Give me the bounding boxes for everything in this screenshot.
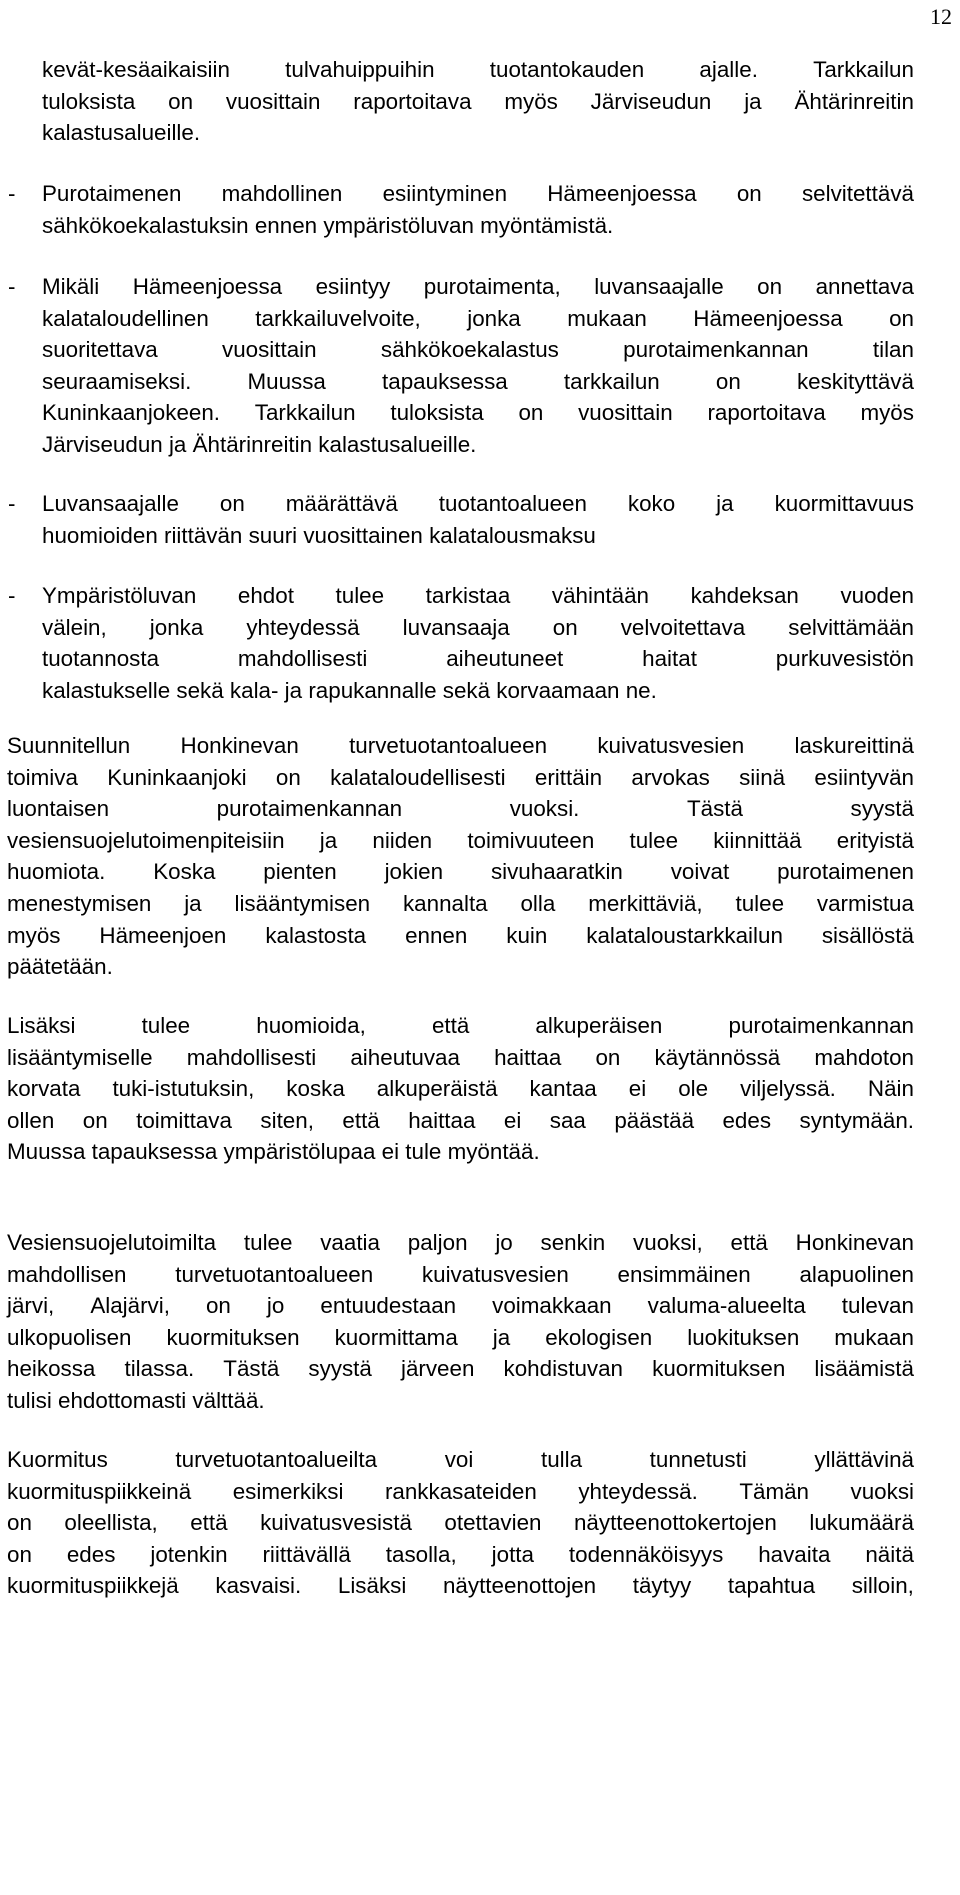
text-line: välein, jonka yhteydessä luvansaaja on velvoitettava selvittämään (42, 614, 914, 640)
text-line: vesiensuojelutoimenpiteisiin ja niiden toimivuuteen tulee kiinnittää erityistä (7, 827, 914, 853)
text-line: menestymisen ja lisääntymisen kannalta olla merkittäviä, tulee varmistua (7, 891, 914, 916)
text-line: Mikäli Hämeenjoessa esiintyy purotaimenta, luvansaajalle on annettava (42, 274, 914, 299)
text-line: on oleellista, että kuivatusvesistä otettavien näytteenottokertojen lukumäärä (7, 1510, 914, 1536)
bullet-dash: - (8, 181, 16, 206)
text-line: myös Hämeenjoen kalastosta ennen kuin kalataloustarkkailun sisällöstä (7, 922, 914, 948)
text-line: ollen on toimittava siten, että haittaa ei saa päästää edes syntymään. (7, 1107, 914, 1133)
text-line: kalastusalueille. (42, 120, 201, 146)
text-line: seuraamiseksi. Muussa tapauksessa tarkkailun on keskityttävä (42, 368, 914, 394)
text-line: Ympäristöluvan ehdot tulee tarkistaa vähintään kahdeksan vuoden (42, 583, 914, 608)
text-line: luontaisen purotaimenkannan vuoksi. Tästä syystä (7, 796, 914, 822)
text-line: Lisäksi tulee huomioida, että alkuperäisen purotaimenkannan (7, 1013, 914, 1038)
page-number: 12 (930, 4, 952, 29)
text-line: Vesiensuojelutoimilta tulee vaatia paljon jo senkin vuoksi, että Honkinevan (7, 1230, 914, 1255)
text-line: Luvansaajalle on määrättävä tuotantoalueen koko ja kuormittavuus (42, 491, 914, 516)
text-line: Suunnitellun Honkinevan turvetuotantoalueen kuivatusvesien laskureittinä (7, 733, 914, 758)
text-line: kuormituspiikkeinä esimerkiksi rankkasateiden yhteydessä. Tämän vuoksi (7, 1478, 914, 1504)
text-line: tuloksista on vuosittain raportoitava myös Järviseudun ja Ähtärinreitin (42, 88, 914, 114)
text-line: on edes jotenkin riittävällä tasolla, jotta todennäköisyys havaita näitä (7, 1541, 914, 1567)
text-line: kuormituspiikkejä kasvaisi. Lisäksi näytteenottojen täytyy tapahtua silloin, (7, 1573, 914, 1599)
text-line: kalastukselle sekä kala- ja rapukannalle sekä korvaamaan ne. (42, 677, 657, 703)
text-line: tulisi ehdottomasti välttää. (7, 1388, 265, 1413)
text-line: päätetään. (7, 954, 113, 980)
text-line: Muussa tapauksessa ympäristölupaa ei tule myöntää. (7, 1139, 540, 1165)
bullet-dash: - (8, 274, 16, 299)
text-line: heikossa tilassa. Tästä syystä järveen kohdistuvan kuormituksen lisäämistä (7, 1356, 914, 1382)
text-line: kalataloudellinen tarkkailuvelvoite, jonka mukaan Hämeenjoessa on (42, 305, 914, 331)
text-line: huomiota. Koska pienten jokien sivuhaaratkin voivat purotaimenen (7, 859, 914, 885)
text-line: kevät-kesäaikaisiin tulvahuippuihin tuotantokauden ajalle. Tarkkailun (42, 57, 914, 82)
bullet-dash: - (8, 491, 16, 516)
text-line: mahdollisen turvetuotantoalueen kuivatusvesien ensimmäinen alapuolinen (7, 1261, 914, 1287)
text-line: lisääntymiselle mahdollisesti aiheutuvaa haittaa on käytännössä mahdoton (7, 1044, 914, 1070)
text-line: Kuormitus turvetuotantoalueilta voi tulla tunnetusti yllättävinä (7, 1447, 914, 1472)
text-line: huomioiden riittävän suuri vuosittainen kalatalousmaksu (42, 523, 596, 548)
text-line: Kuninkaanjokeen. Tarkkailun tuloksista on vuosittain raportoitava myös (42, 400, 914, 426)
text-line: korvata tuki-istutuksin, koska alkuperäistä kantaa ei ole viljelyssä. Näin (7, 1076, 914, 1102)
text-line: tuotannosta mahdollisesti aiheutuneet haitat purkuvesistön (42, 646, 914, 672)
text-line: ulkopuolisen kuormituksen kuormittama ja ekologisen luokituksen mukaan (7, 1324, 914, 1350)
text-line: sähkökoekalastuksin ennen ympäristöluvan myöntämistä. (42, 213, 614, 238)
bullet-dash: - (8, 583, 16, 608)
text-line: Purotaimenen mahdollinen esiintyminen Hämeenjoessa on selvitettävä (42, 181, 914, 206)
text-line: toimiva Kuninkaanjoki on kalataloudellisesti erittäin arvokas siinä esiintyvän (7, 764, 914, 790)
text-line: Järviseudun ja Ähtärinreitin kalastusalueille. (42, 432, 477, 457)
text-line: suoritettava vuosittain sähkökoekalastus purotaimenkannan tilan (42, 337, 914, 363)
text-line: järvi, Alajärvi, on jo entuudestaan voimakkaan valuma-alueelta tulevan (7, 1293, 914, 1319)
